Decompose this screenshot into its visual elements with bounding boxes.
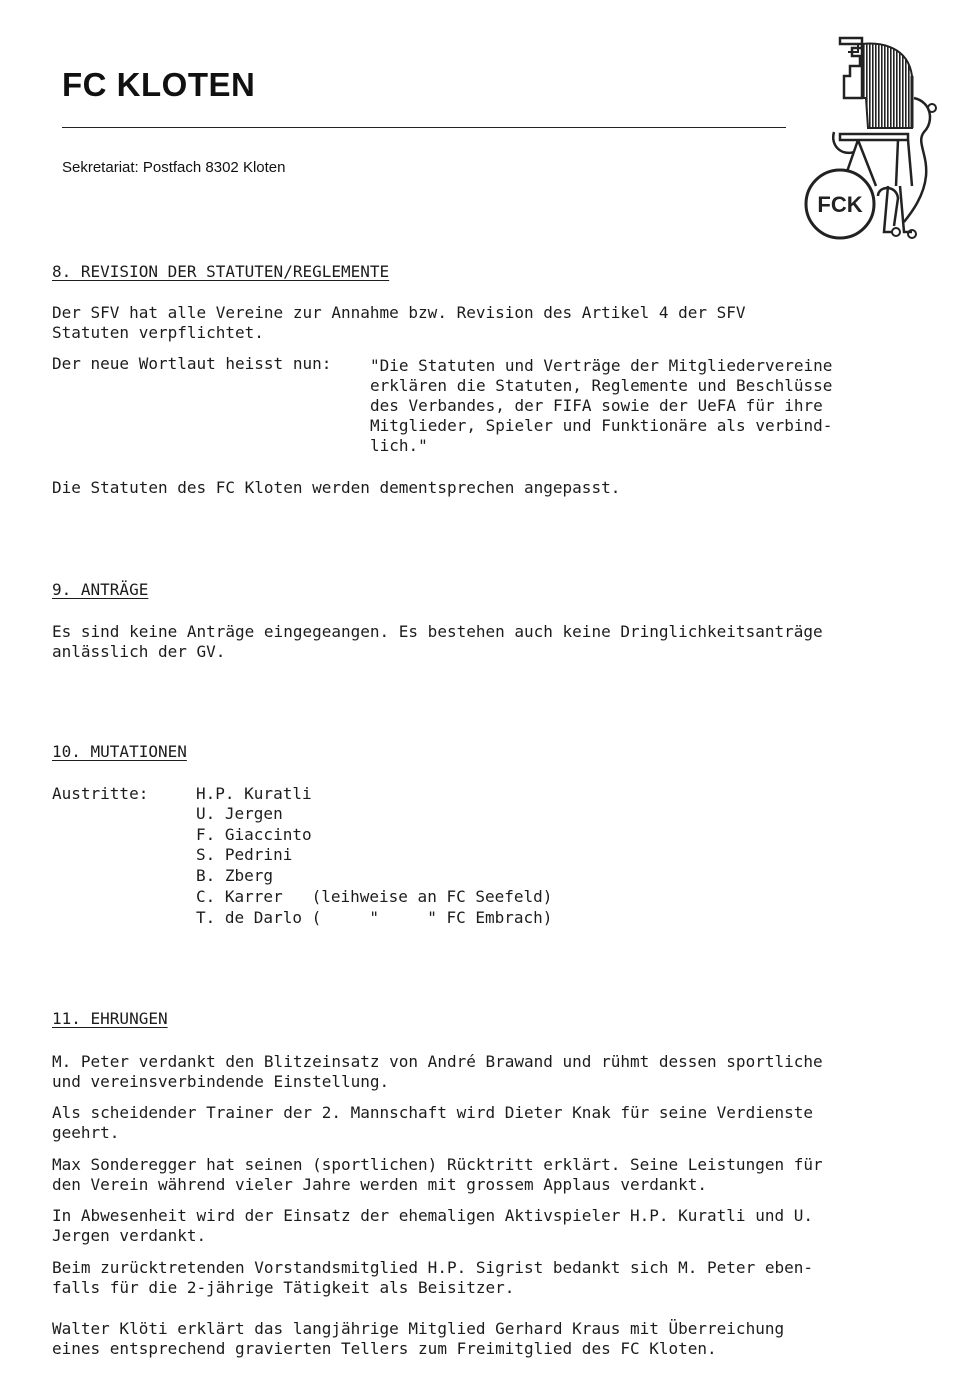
- section-9-line-1: Es sind keine Anträge eingegeangen. Es bestehen auch keine Dringlichkeitsanträge: [52, 622, 823, 641]
- quote-line-2: erklären die Statuten, Reglemente und Beschlüsse: [370, 376, 833, 395]
- honors-paragraph-2-line-2: geehrt.: [52, 1123, 120, 1142]
- honors-paragraph-2-line-1: Als scheidender Trainer der 2. Mannschaft wird Dieter Knak für seine Verdienste: [52, 1103, 813, 1122]
- section-8-paragraph-line-2: Statuten verpflichtet.: [52, 323, 264, 342]
- honors-paragraph-6-line-1: Walter Klöti erklärt das langjährige Mitglied Gerhard Kraus mit Überreichung: [52, 1319, 785, 1338]
- section-8-closing: Die Statuten des FC Kloten werden dementsprechen angepasst.: [52, 478, 621, 497]
- logo-text: FCK: [817, 192, 863, 217]
- honors-paragraph-4-line-1: In Abwesenheit wird der Einsatz der ehemaligen Aktivspieler H.P. Kuratli und U.: [52, 1206, 813, 1225]
- honors-paragraph-5-line-1: Beim zurücktretenden Vorstandsmitglied H.P. Sigrist bedankt sich M. Peter eben-: [52, 1258, 813, 1277]
- list-item: B. Zberg: [196, 866, 274, 885]
- secretariat-address: Sekretariat: Postfach 8302 Kloten: [62, 159, 286, 176]
- section-10-heading: 10. MUTATIONEN: [52, 742, 187, 761]
- list-item: T. de Darlo ( " " FC Embrach): [196, 908, 553, 927]
- section-9-heading: 9. ANTRÄGE: [52, 580, 149, 599]
- wording-label: Der neue Wortlaut heisst nun:: [52, 354, 332, 373]
- list-item: U. Jergen: [196, 804, 283, 823]
- club-title: FC KLOTEN: [62, 66, 256, 103]
- quote-line-5: lich.": [370, 436, 428, 455]
- list-item: S. Pedrini: [196, 845, 293, 864]
- departures-label: Austritte:: [52, 784, 149, 803]
- club-logo-icon: [800, 36, 940, 246]
- list-item: F. Giaccinto: [196, 825, 312, 844]
- quote-line-3: des Verbandes, der FIFA sowie der UeFA für ihre: [370, 396, 823, 415]
- honors-paragraph-4-line-2: Jergen verdankt.: [52, 1226, 207, 1245]
- honors-paragraph-5-line-2: falls für die 2-jährige Tätigkeit als Beisitzer.: [52, 1278, 515, 1297]
- honors-paragraph-3-line-2: den Verein während vieler Jahre werden mit grossem Applaus verdankt.: [52, 1175, 708, 1194]
- honors-paragraph-6-line-2: eines entsprechend gravierten Tellers zum Freimitglied des FC Kloten.: [52, 1339, 717, 1358]
- list-item: H.P. Kuratli: [196, 784, 312, 803]
- honors-paragraph-1-line-1: M. Peter verdankt den Blitzeinsatz von André Brawand und rühmt dessen sportliche: [52, 1052, 823, 1071]
- honors-paragraph-1-line-2: und vereinsverbindende Einstellung.: [52, 1072, 390, 1091]
- section-8-heading: 8. REVISION DER STATUTEN/REGLEMENTE: [52, 262, 390, 281]
- list-item: C. Karrer (leihweise an FC Seefeld): [196, 887, 553, 906]
- quote-line-1: "Die Statuten und Verträge der Mitgliedervereine: [370, 356, 833, 375]
- section-11-heading: 11. EHRUNGEN: [52, 1009, 168, 1028]
- quote-line-4: Mitglieder, Spieler und Funktionäre als verbind-: [370, 416, 833, 435]
- section-9-line-2: anlässlich der GV.: [52, 642, 226, 661]
- section-8-paragraph-line-1: Der SFV hat alle Vereine zur Annahme bzw. Revision des Artikel 4 der SFV: [52, 303, 746, 322]
- header-divider: [62, 127, 786, 128]
- honors-paragraph-3-line-1: Max Sonderegger hat seinen (sportlichen) Rücktritt erklärt. Seine Leistungen für: [52, 1155, 823, 1174]
